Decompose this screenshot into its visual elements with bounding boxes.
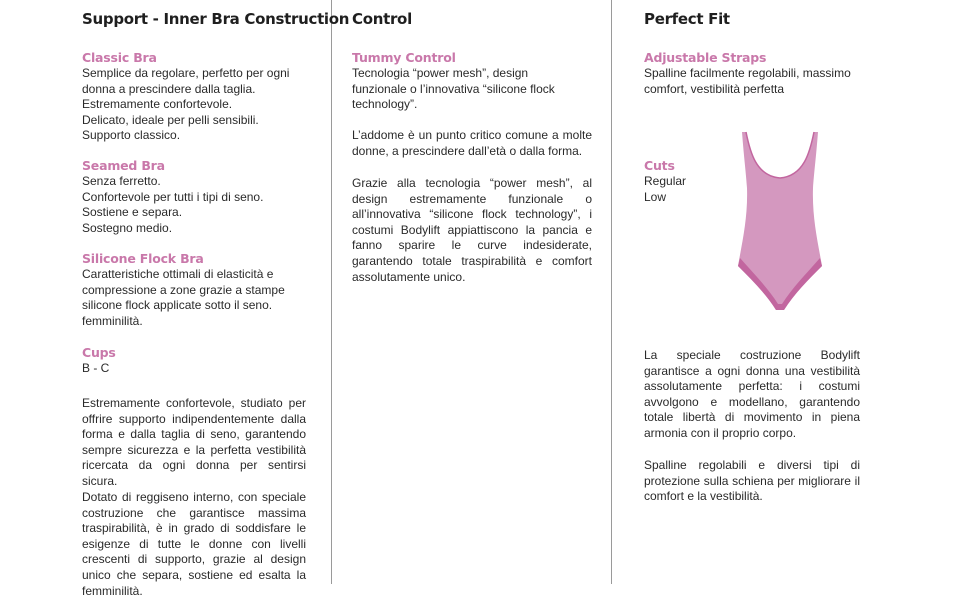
cut-item-regular: Regular — [644, 174, 687, 188]
adjustable-straps-text — [644, 66, 851, 97]
cups-title: Cups — [82, 345, 116, 360]
cups-value: B - C — [82, 361, 110, 375]
classic-bra-line: Semplice da regolare, perfetto per ogni — [82, 66, 290, 80]
classic-bra-title: Classic Bra — [82, 50, 157, 65]
control-heading: Control — [352, 10, 412, 28]
cuts-list — [644, 174, 686, 205]
classic-bra-text — [82, 66, 289, 144]
perfect-fit-paragraph-2: Spalline regolabili e diversi tipi di protezione sulla schiena per migliorare il comfort e la vestibilità. — [644, 458, 860, 504]
support-paragraph-1: Estremamente confortevole, studiato per offrire supporto indipendentemente dalla forma e dalla taglia di seno, garantendo sempre sicurezza e la perfetta vestibilità ricercata da ogni donna per sentirsi sicura. — [82, 396, 306, 488]
control-column — [352, 0, 594, 600]
tummy-control-line: funzionale o l’innovativa “silicone flock — [352, 81, 555, 96]
column-divider-left — [331, 0, 332, 584]
tummy-control-line: technology”. — [352, 97, 418, 112]
column-divider-right — [611, 0, 612, 584]
control-paragraph-2: Grazie alla tecnologia “power mesh”, al design estremamente funzionale o all’innovativa “silicone flock technology”, i costumi Bodylift appiattiscono la pancia e fanno sparire le curve indesiderate, garantendo totale traspirabilità e comfort assolutamente unico. — [352, 176, 592, 284]
classic-bra-line: donna a prescindere dalla taglia. — [82, 81, 256, 96]
support-column — [82, 0, 350, 600]
classic-bra-line: Estremamente confortevole. — [82, 97, 233, 112]
classic-bra-line: Delicato, ideale per pelli sensibili. — [82, 112, 259, 127]
perfect-fit-paragraph-1: La speciale costruzione Bodylift garantisce a ogni donna una vestibilità assolutamente perfetta: i costumi avvolgono e modellano, garantendo totale libertà di movimento in piena armonia con il proprio corpo. — [644, 348, 860, 440]
seamed-bra-line: Sostegno medio. — [82, 220, 173, 235]
seamed-bra-line: Senza ferretto. — [82, 174, 161, 188]
silicone-flock-line: Caratteristiche ottimali di elasticità e — [82, 267, 274, 281]
silicone-flock-bra-text — [82, 267, 285, 329]
tummy-control-title: Tummy Control — [352, 50, 456, 65]
support-paragraph-2: Dotato di reggiseno interno, con speciale costruzione che garantisce massima traspirabilità, è in grado di soddisfare le esigenze di tutte le donne con livelli crescenti di supporto, grazie al design unico che separa, sostiene ed esalta la femminilità. — [82, 490, 306, 598]
tummy-control-line: Tecnologia “power mesh”, design — [352, 66, 529, 80]
silicone-flock-line: silicone flock applicate sotto il seno. — [82, 298, 273, 313]
swimsuit-body — [738, 132, 822, 310]
silicone-flock-bra-title: Silicone Flock Bra — [82, 251, 204, 266]
seamed-bra-title: Seamed Bra — [82, 158, 165, 173]
perfect-fit-heading: Perfect Fit — [644, 10, 730, 28]
swimsuit-illustration — [732, 128, 828, 314]
adjustable-straps-line: comfort, vestibilità perfetta — [644, 81, 785, 96]
seamed-bra-line: Sostiene e separa. — [82, 205, 183, 220]
seamed-bra-text — [82, 174, 263, 236]
adjustable-straps-title: Adjustable Straps — [644, 50, 767, 65]
adjustable-straps-line: Spalline facilmente regolabili, massimo — [644, 66, 851, 80]
seamed-bra-line: Confortevole per tutti i tipi di seno. — [82, 189, 264, 204]
cut-item-low: Low — [644, 189, 667, 204]
control-paragraph-1: L’addome è un punto critico comune a molte donne, a prescindere dall’età o dalla forma. — [352, 128, 592, 158]
silicone-flock-line: femminilità. — [82, 313, 143, 328]
silicone-flock-line: compressione a zone grazie a stampe — [82, 282, 285, 297]
tummy-control-text — [352, 66, 555, 113]
support-heading: Support - Inner Bra Construction — [82, 10, 350, 28]
classic-bra-line: Supporto classico. — [82, 128, 181, 143]
cuts-title: Cuts — [644, 158, 675, 173]
